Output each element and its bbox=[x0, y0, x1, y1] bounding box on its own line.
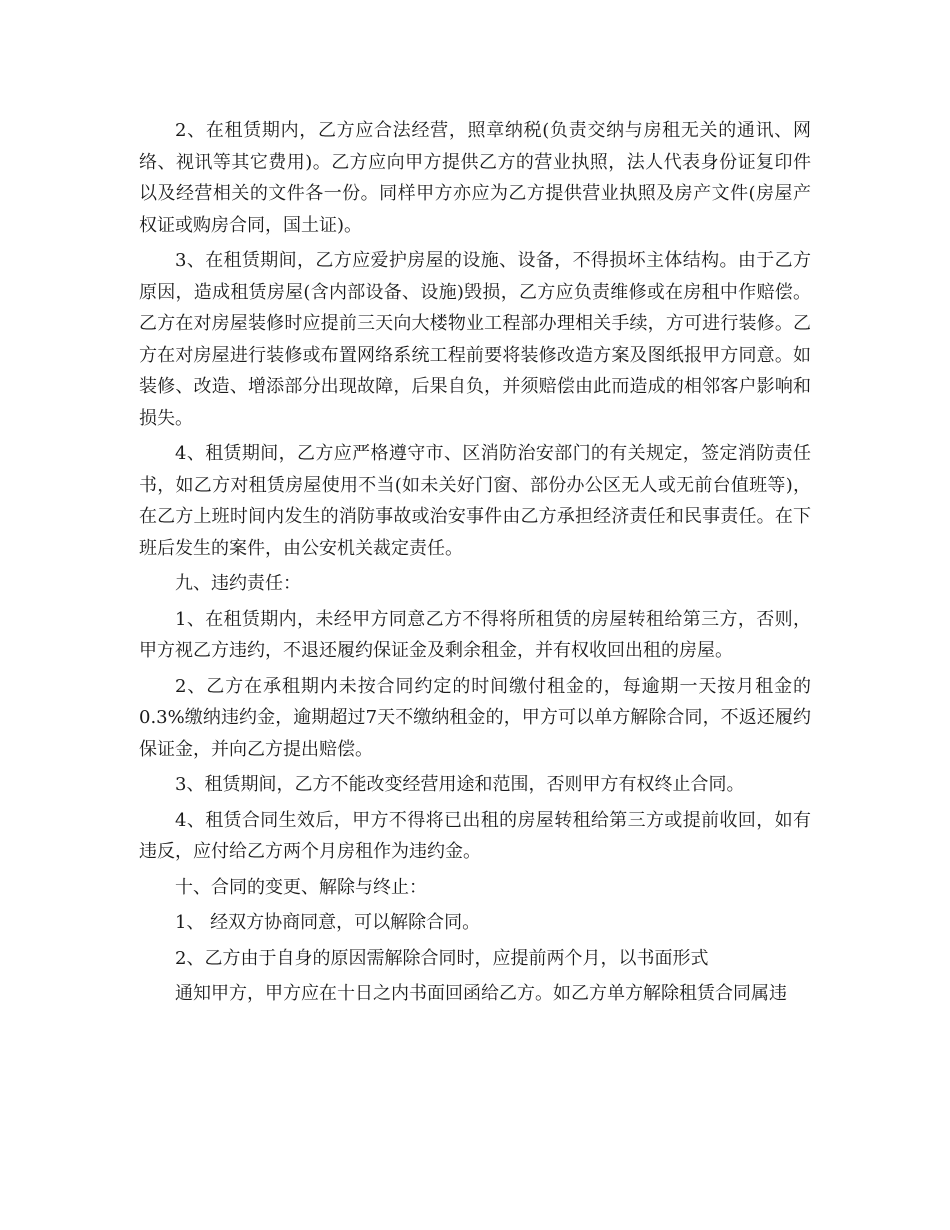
paragraph-clause-9-3: 3、租赁期间，乙方不能改变经营用途和范围，否则甲方有权终止合同。 bbox=[175, 774, 745, 795]
document-page bbox=[139, 115, 811, 1014]
paragraph-clause-8-3: 3、在租赁期间，乙方应爱护房屋的设施、设备，不得损坏主体结构。由于乙方原因，造成租赁房屋(含内部设备、设施)毁损，乙方应负责维修或在房租中作赔偿。乙方在对房屋装修时应提前三天向大楼物业工程部办理相关手续，方可进行装修。乙方在对房屋进行装修或布置网络系统工程前要将装修改造方案及图纸报甲方同意。如装修、改造、增添部分出现故障，后果自负，并须赔偿由此而造成的相邻客户影响和损失。 bbox=[139, 250, 811, 429]
paragraph-clause-9-2: 2、乙方在承租期内未按合同约定的时间缴付租金的，每逾期一天按月租金的0.3%缴纳违约金，逾期超过7天不缴纳租金的，甲方可以单方解除合同，不返还履约保证金，并向乙方提出赔偿。 bbox=[139, 675, 811, 760]
paragraph-clause-10-2: 2、乙方由于自身的原因需解除合同时，应提前两个月，以书面形式 bbox=[175, 947, 709, 969]
paragraph-clause-9-1: 1、在租赁期内，未经甲方同意乙方不得将所租赁的房屋转租给第三方，否则，甲方视乙方违约，不退还履约保证金及剩余租金，并有权收回出租的房屋。 bbox=[139, 608, 811, 661]
paragraph-clause-9-4: 4、租赁合同生效后，甲方不得将已出租的房屋转租给第三方或提前收回，如有违反，应付给乙方两个月房租作为违约金。 bbox=[139, 809, 811, 862]
paragraph-clause-8-4: 4、租赁期间，乙方应严格遵守市、区消防治安部门的有关规定，签定消防责任书，如乙方对租赁房屋使用不当(如未关好门窗、部份办公区无人或无前台值班等)，在乙方上班时间内发生的消防事故或治安事件由乙方承担经济责任和民事责任。在下班后发生的案件，由公安机关裁定责任。 bbox=[139, 443, 811, 559]
paragraph-clause-10-1: 1、 经双方协商同意，可以解除合同。 bbox=[175, 912, 481, 933]
paragraph-clause-8-2: 2、在租赁期内，乙方应合法经营，照章纳税(负责交纳与房租无关的通讯、网络、视讯等其它费用)。乙方应向甲方提供乙方的营业执照，法人代表身份证复印件以及经营相关的文件各一份。同样甲方亦应为乙方提供营业执照及房产文件(房屋产权证或购房合同，国土证)。 bbox=[139, 120, 811, 236]
section-heading-termination: 十、合同的变更、解除与终止： bbox=[175, 876, 427, 898]
paragraph-clause-10-2-continued: 通知甲方，甲方应在十日之内书面回函给乙方。如乙方单方解除租赁合同属违 bbox=[175, 983, 787, 1004]
section-heading-breach: 九、违约责任： bbox=[175, 573, 301, 594]
